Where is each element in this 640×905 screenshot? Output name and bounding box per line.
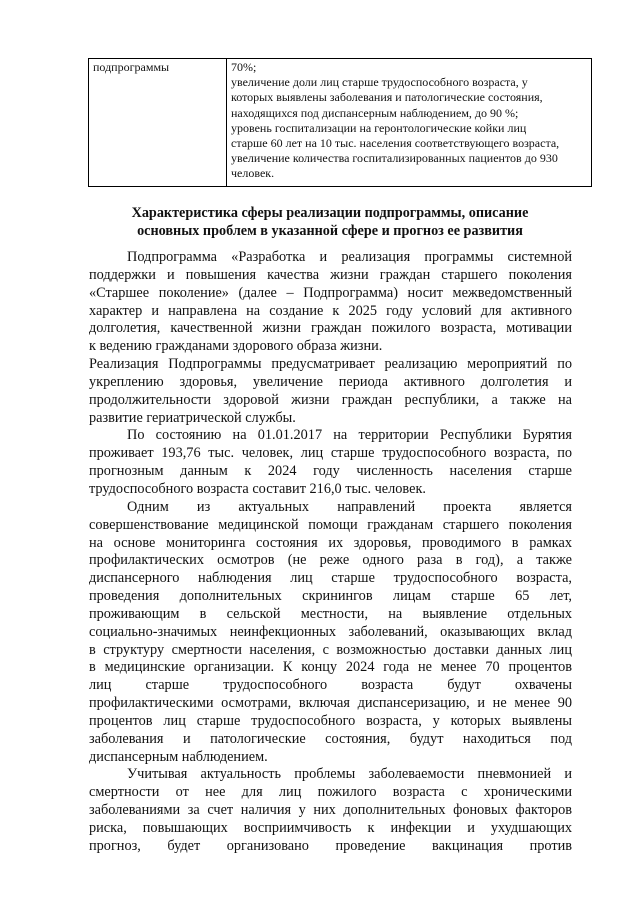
paragraph-line: смертности от нее для лиц пожилого возраста с хроническими [89, 784, 572, 801]
table-cell-line: 70%; [231, 60, 257, 74]
paragraph-line: Одним из актуальных направлений проекта является [127, 498, 572, 515]
paragraph [89, 356, 572, 427]
paragraph-line: Учитывая актуальность проблемы заболеваемости пневмонией и [127, 766, 572, 783]
body-text [89, 249, 572, 856]
paragraph-line: на основе мониторинга состояния их здоровья, проводимого в рамках [89, 534, 572, 551]
paragraph-line: долголетия, качественной жизни граждан пожилого возраста, мотивации [89, 320, 572, 337]
paragraph-line: в медицинские организации. К концу 2024 года не менее 70 процентов [89, 659, 572, 676]
paragraph [89, 766, 572, 855]
table-cell-line: увеличение доли лиц старше трудоспособного возраста, у [231, 75, 528, 90]
paragraph-line: Подпрограмма «Разработка и реализация программы системной [127, 249, 572, 265]
table-cell-label: подпрограммы [89, 59, 227, 187]
table-cell-line: которых выявлены заболевания и патологические состояния, [231, 90, 543, 105]
paragraph-line: социально-значимых неинфекционных заболеваний, оказывающих вклад [89, 623, 572, 640]
paragraph-line: прогноз, будет организовано проведение вакцинация против [89, 837, 572, 854]
section-heading-line: Характеристика сферы реализации подпрограммы, описание [131, 205, 529, 221]
paragraph-line: профилактическими осмотрами, включая диспансеризацию, и не менее 90 [89, 695, 572, 712]
paragraph-line: характер и направлена на создание к 2025 году условий для активного [89, 302, 572, 319]
table-row [89, 59, 592, 187]
paragraph [89, 499, 572, 767]
paragraph-line: укреплению здоровья, увеличение периода активного долголетия и [89, 373, 572, 390]
paragraph-line: поддержки и повышения качества жизни граждан старшего поколения [89, 266, 572, 283]
paragraph-line: процентов лиц старше трудоспособного возраста, у которых выявлены [89, 712, 572, 729]
section-heading [60, 204, 600, 240]
paragraph-line: диспансерного наблюдения лиц старше трудоспособного возраста, [89, 570, 572, 587]
table-cell-content [227, 59, 592, 187]
paragraph-line: прогнозным данным к 2024 году численность населения старше [89, 463, 572, 480]
paragraph-line: развитие гериатрической службы. [89, 409, 296, 426]
paragraph [89, 249, 572, 356]
paragraph [89, 427, 572, 498]
paragraph-line: проведения дополнительных скринингов лицам старше 65 лет, [89, 588, 572, 605]
paragraph-line: совершенствование медицинской помощи гражданам старшего поколения [89, 516, 572, 533]
paragraph-line: продолжительности здоровой жизни граждан республики, а также на [89, 391, 572, 408]
paragraph-line: лиц старше трудоспособного возраста будут охвачены [89, 677, 572, 694]
paragraph-line: проживающим в сельской местности, на выявление отдельных [89, 605, 572, 622]
paragraph-line: риска, повышающих восприимчивость к инфекции и ухудшающих [89, 820, 572, 836]
paragraph-line: заболеваниями за счет наличия у них дополнительных фоновых факторов [89, 802, 572, 819]
paragraph-line: диспансерным наблюдением. [89, 748, 268, 765]
section-heading-line: основных проблем в указанной сфере и прогноз ее развития [137, 223, 523, 239]
table-cell-line: человек. [231, 166, 275, 181]
paragraph-line: «Старшее поколение» (далее – Подпрограмма) носит межведомственный [89, 284, 572, 301]
paragraph-line: проживает 193,76 тыс. человек, лиц старше трудоспособного возраста, по [89, 445, 572, 462]
paragraph-line: в структуру смертности населения, с возможностью доставки данных лиц [89, 641, 572, 658]
program-table [88, 58, 592, 187]
table-cell-line: старше 60 лет на 10 тыс. населения соответствующего возраста, [231, 136, 560, 151]
table-cell-line: уровень госпитализации на геронтологические койки лиц [231, 120, 527, 135]
paragraph-line: Реализация Подпрограммы предусматривает реализацию мероприятий по [89, 356, 572, 373]
paragraph-line: трудоспособного возраста составит 216,0 тыс. человек. [89, 480, 426, 497]
paragraph-line: профилактических осмотров (не реже одного раза в год), а также [89, 552, 572, 569]
table-cell-line: увеличение количества госпитализированных пациентов до 930 [231, 151, 558, 166]
paragraph-line: заболевания и патологические состояния, будут находиться под [89, 730, 572, 747]
table-cell-line: находящихся под диспансерным наблюдением, до 90 %; [231, 105, 519, 120]
paragraph-line: По состоянию на 01.01.2017 на территории Республики Бурятия [127, 427, 572, 444]
paragraph-line: к ведению гражданами здорового образа жизни. [89, 338, 383, 355]
